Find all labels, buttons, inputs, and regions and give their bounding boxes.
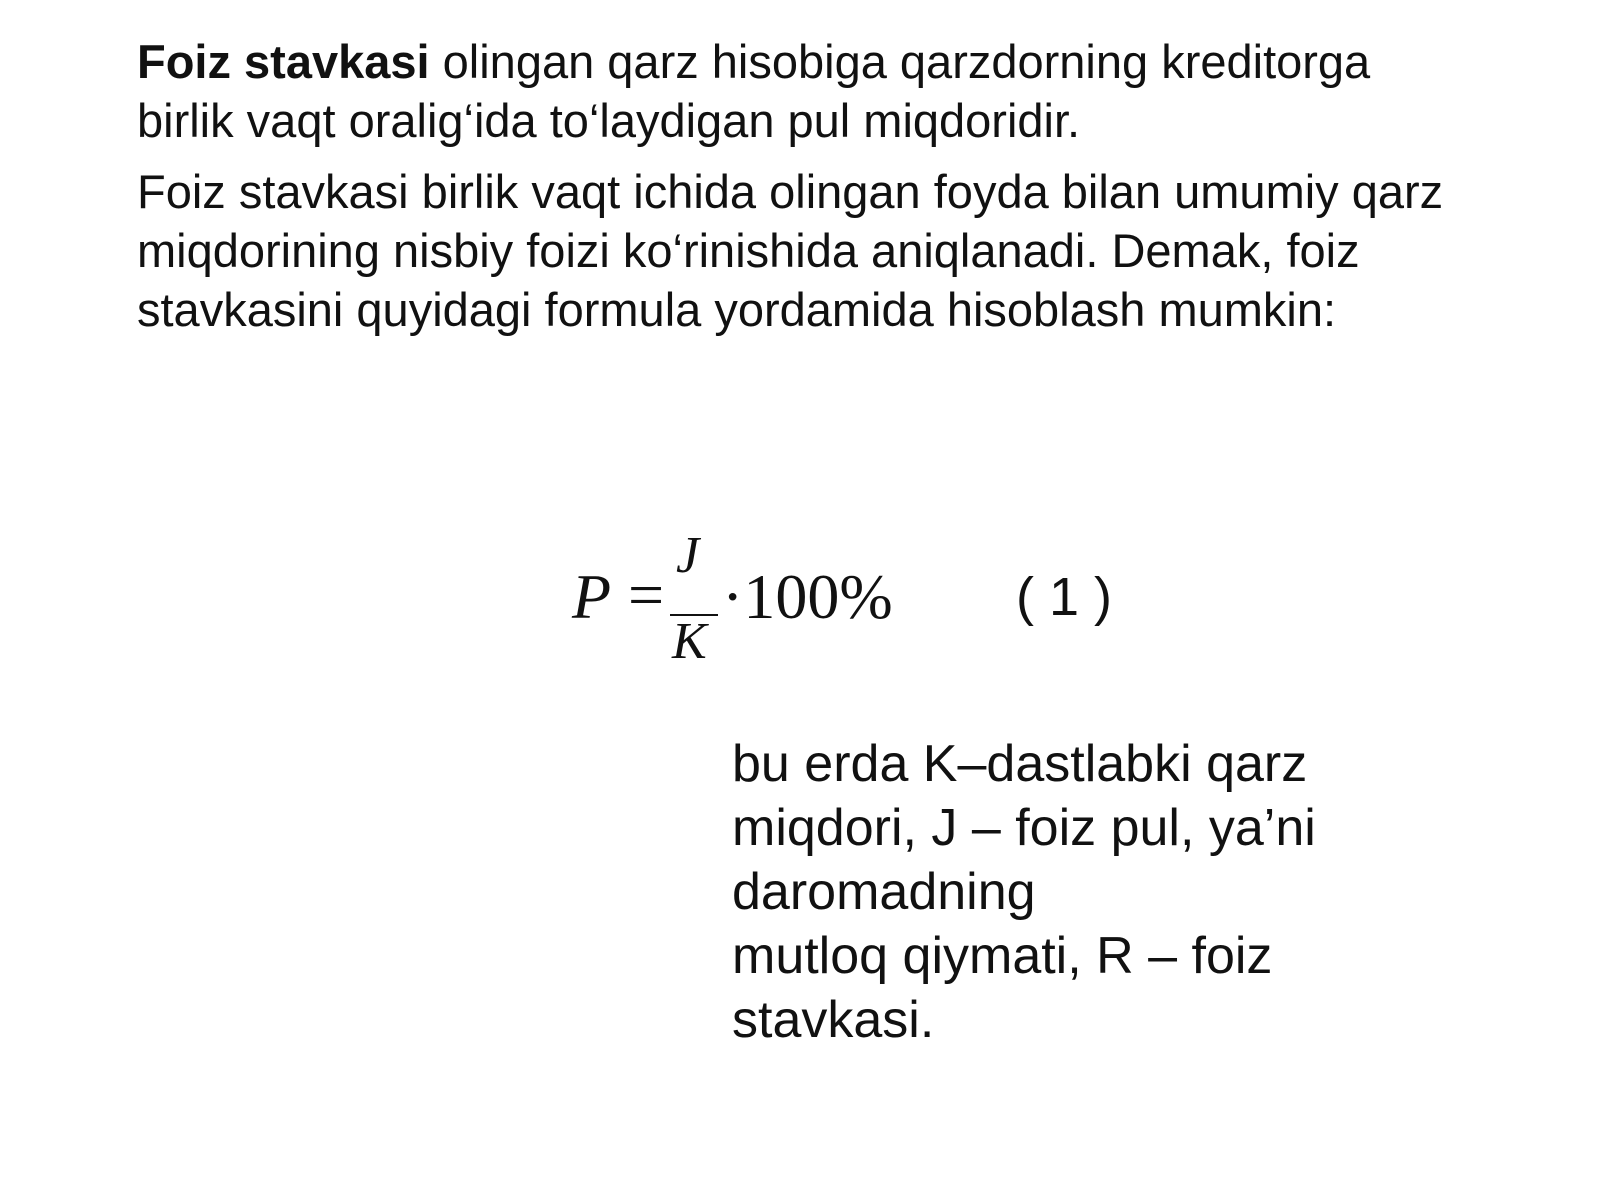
formula-denominator: K	[672, 613, 707, 670]
equation-number: ( 1 )	[1016, 567, 1113, 627]
formula-numerator: J	[676, 527, 700, 584]
defined-term: Foiz stavkasi	[137, 35, 430, 88]
definition-text: olingan qarz hisobiga qarzdorning kreditorga birlik vaqt oralig‘ida to‘laydigan pul miqdoridir.	[137, 35, 1371, 147]
variable-explanation	[732, 732, 1412, 1052]
variable-explanation-line2: mutloq qiymati, R – foiz stavkasi.	[732, 927, 1273, 1049]
definition-paragraph	[137, 32, 1467, 150]
explanation-paragraph: Foiz stavkasi birlik vaqt ichida olingan foyda bilan umumiy qarz miqdorining nisbiy foizi ko‘rinishida aniqlanadi. Demak, foiz stavkasini quyidagi formula yordamida hisoblash mumkin:	[137, 165, 1444, 336]
interest-rate-formula	[572, 527, 932, 670]
body-text	[137, 32, 1467, 351]
formula-lhs: P	[572, 561, 612, 632]
formula-multiplier: ·100%	[722, 561, 893, 632]
variable-explanation-line1: bu erda K–dastlabki qarz miqdori, J – foiz pul, ya’ni daromadning	[732, 735, 1316, 921]
formula-equals: =	[628, 559, 665, 630]
